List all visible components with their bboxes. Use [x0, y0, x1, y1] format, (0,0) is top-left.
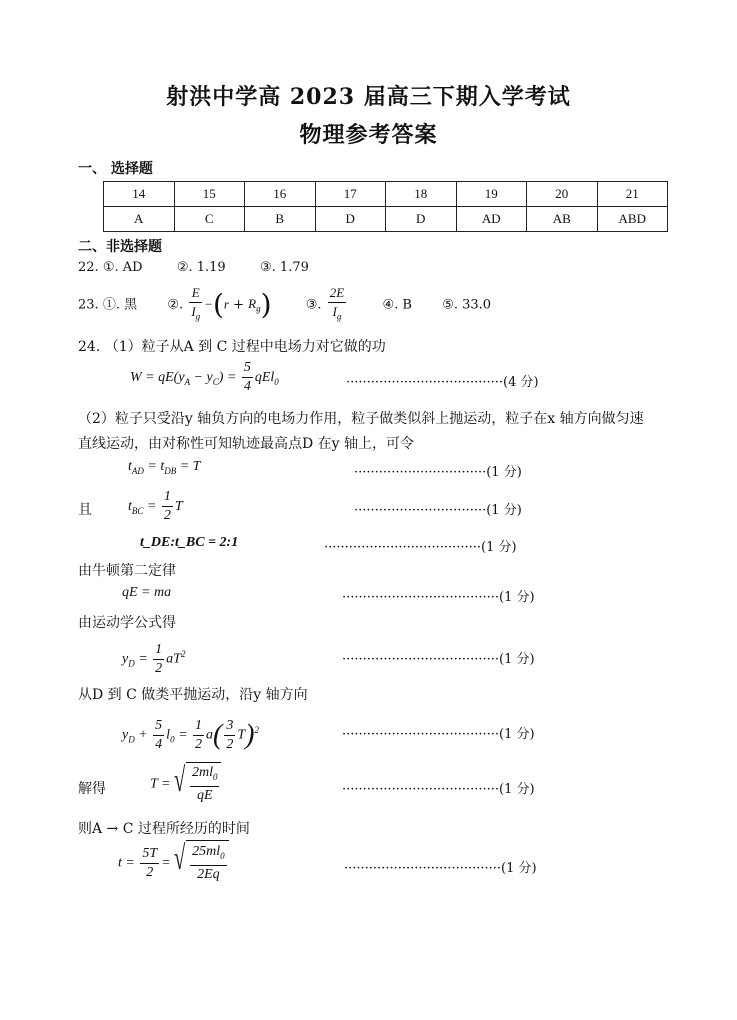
- time-label: 则A → C 过程所经历的时间: [78, 821, 250, 837]
- score-line: ······································(1 分): [344, 861, 537, 876]
- answer-table-numbers-row: [104, 182, 668, 207]
- q24-part1: [78, 336, 386, 356]
- eq-t-bc: $t_{BC}$ = $\frac{1}{2}$ T: [128, 489, 183, 524]
- score-line: ································(1 分): [354, 465, 522, 480]
- answer-value: D: [386, 207, 457, 232]
- score-line: ······································(1 分): [342, 590, 535, 605]
- answer-num: 20: [527, 182, 598, 207]
- solve-label: 解得: [78, 781, 106, 797]
- answer-value: AB: [527, 207, 598, 232]
- answer-num: 14: [104, 182, 175, 207]
- eq-ratio: t_DE:t_BC = 2:1: [140, 535, 239, 550]
- score: (1 分): [481, 540, 517, 555]
- score-line: ······································(4 分): [346, 375, 539, 390]
- q22-line: [78, 260, 309, 275]
- answer-num: 21: [597, 182, 668, 207]
- score: (4 分): [503, 375, 539, 390]
- score: (1 分): [486, 465, 522, 480]
- q23-a3-prefix: ③.: [305, 297, 322, 313]
- kinematics-label: 由运动学公式得: [78, 615, 176, 631]
- answer-num: 17: [315, 182, 386, 207]
- answer-value: D: [315, 207, 386, 232]
- eq-t-total: t = $\frac{5T}{2}$ = √ $\frac{25ml_0}{2Eq}$: [118, 840, 229, 887]
- page-title: 射洪中学高 2023 届高三下期入学考试: [166, 84, 571, 110]
- q23-a3-fraction: $\frac{2E}{I_g}$: [329, 285, 345, 322]
- answer-value: A: [104, 207, 175, 232]
- eq-work: $W = qE(y_A - y_C)$ = $\frac{5}{4}$ qEl$_0$: [130, 360, 279, 395]
- q23-a4: ④. B: [382, 297, 412, 313]
- section-1-label: 一、 选择题: [78, 161, 153, 177]
- score: (1 分): [499, 782, 535, 797]
- q23-num: 23.: [78, 297, 99, 313]
- eq-yd-sum: $y_D$ + $\frac{5}{4}$ $l_0$ = $\frac{1}{2}$ a( $\frac{3}{2}$ T)$^2$: [122, 717, 259, 752]
- q22-num: 22.: [78, 260, 99, 275]
- score: (1 分): [499, 652, 535, 667]
- score: (1 分): [499, 727, 535, 742]
- score: (1 分): [499, 590, 535, 605]
- score-line: ······································(1 分): [342, 782, 535, 797]
- answer-table-answers-row: [104, 207, 668, 232]
- eq-yd: $y_D$ = $\frac{1}{2}$ $aT^2$: [122, 641, 186, 676]
- q23-a5: ⑤. 33.0: [442, 297, 492, 313]
- q24-part2-line2: 直线运动，由对称性可知轨迹最高点D 在y 轴上，可令: [78, 436, 415, 452]
- q22-a2: ②. 1.19: [176, 260, 226, 275]
- score-line: ······································(1 分): [342, 652, 535, 667]
- q24-part1-text: （1）粒子从A 到 C 过程中电场力对它做的功: [104, 339, 386, 355]
- and-label: 且: [78, 502, 92, 518]
- answer-value: C: [174, 207, 245, 232]
- answer-value: B: [245, 207, 316, 232]
- answer-value: AD: [456, 207, 527, 232]
- score: (1 分): [501, 861, 537, 876]
- page-subtitle: 物理参考答案: [299, 122, 438, 148]
- answer-num: 15: [174, 182, 245, 207]
- newton-label: 由牛顿第二定律: [78, 563, 176, 579]
- q24-part2-line1: （2）粒子只受沿y 轴负方向的电场力作用，粒子做类似斜上抛运动，粒子在x 轴方向做匀速: [78, 411, 644, 427]
- score-line: ································(1 分): [354, 503, 522, 518]
- score-line: ······································(1 分): [324, 540, 517, 555]
- q22-a1: ①. AD: [102, 260, 143, 275]
- answer-num: 18: [386, 182, 457, 207]
- q23-line: 23. ①. 黑 ②. $\frac{E}{I_g}$ $-(r + R_g)$ ③. $\frac{2E}{I_g}$ ④. B ⑤. 33.0: [78, 284, 491, 329]
- q24-num: 24.: [78, 339, 101, 355]
- answer-num: 16: [245, 182, 316, 207]
- q23-a1: ①. 黑: [102, 297, 138, 313]
- score-line: ······································(1 分): [342, 727, 535, 742]
- dtoc-label: 从D 到 C 做类平抛运动，沿y 轴方向: [78, 687, 308, 703]
- eq-t-ad: $t_{AD} = t_{DB} = T$: [128, 459, 201, 476]
- answer-table: [103, 181, 668, 232]
- score: (1 分): [486, 503, 522, 518]
- section-2-label: 二、非选择题: [78, 239, 162, 255]
- eq-newton: qE = ma: [122, 585, 172, 600]
- answer-num: 19: [456, 182, 527, 207]
- eq-T: T = √ $\frac{2ml_0}{qE}$: [150, 762, 221, 807]
- q23-a2-prefix: ②.: [167, 297, 184, 313]
- q23-a2-fraction: $\frac{E}{I_g}$: [191, 285, 201, 322]
- answer-value: ABD: [597, 207, 668, 232]
- q22-a3: ③. 1.79: [260, 260, 309, 275]
